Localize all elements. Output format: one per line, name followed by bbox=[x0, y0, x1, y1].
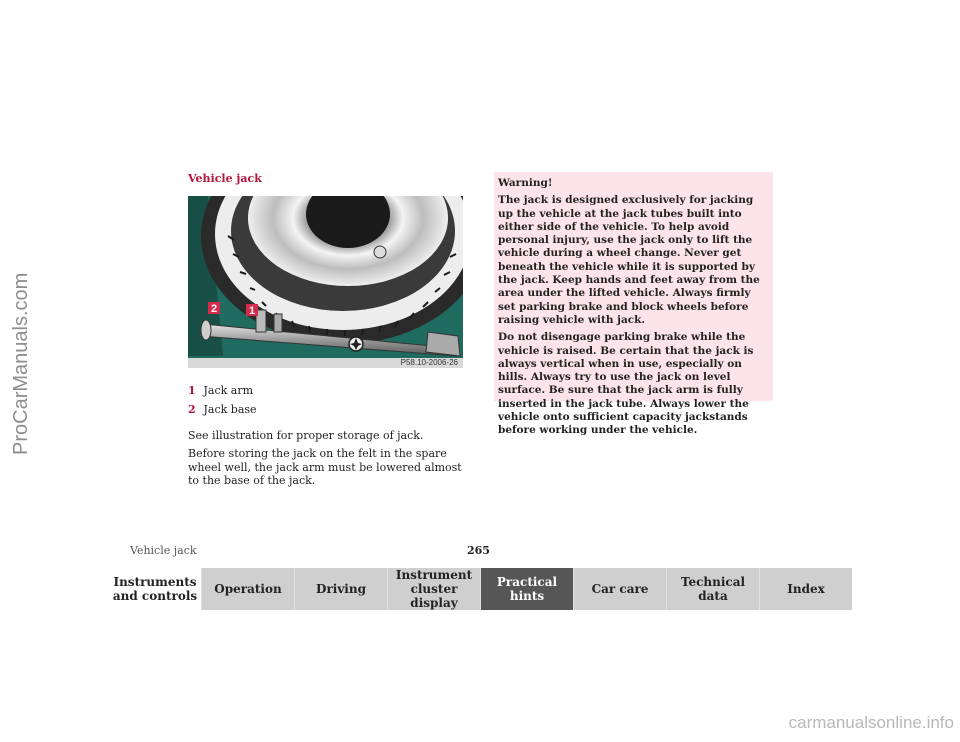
legend-text: Jack base bbox=[203, 403, 257, 416]
figure-legend bbox=[188, 381, 257, 419]
warning-paragraph: The jack is designed exclusively for jacking up the vehicle at the jack tubes built into either side of the vehicle. To help avoid personal injury, use the jack only to lift the vehicle during a wheel change. Never get beneath the vehicle while it is supported by the jack. Keep hands and feet away from the area under the lifted vehicle. Always firmly set parking brake and block wheels before raising vehicle with jack. bbox=[498, 194, 760, 326]
legend-text: Jack arm bbox=[203, 384, 254, 397]
side-watermark: ProCarManuals.com bbox=[10, 272, 32, 455]
bottom-watermark: carmanualsonline.info bbox=[788, 713, 954, 732]
body-paragraph: See illustration for proper storage of jack. bbox=[188, 429, 424, 442]
legend-number: 1 bbox=[188, 384, 196, 397]
callout-1: 1 bbox=[248, 305, 256, 317]
warning-paragraph: Do not disengage parking brake while the vehicle is raised. Be certain that the jack is always vertical when in use, especially on hills. Always try to use the jack on level surface. Be sure that the jack arm is fully inserted in the jack tube. Always lower the vehicle onto sufficient capacity jackstands before working under the vehicle. bbox=[498, 331, 754, 437]
chapter-nav bbox=[109, 568, 852, 610]
tab-technical-data[interactable]: Technical data bbox=[667, 568, 760, 610]
tab-index[interactable]: Index bbox=[760, 568, 852, 610]
page-number: 265 bbox=[467, 544, 490, 557]
legend-item bbox=[188, 400, 257, 419]
jack-illustration bbox=[188, 196, 463, 368]
footer-section-label: Vehicle jack bbox=[130, 544, 197, 557]
tab-car-care[interactable]: Car care bbox=[574, 568, 667, 610]
legend-number: 2 bbox=[188, 403, 196, 416]
tab-practical-hints[interactable]: Practical hints bbox=[481, 568, 574, 610]
figure-code: P58.10-2006-26 bbox=[400, 358, 458, 367]
tab-operation[interactable]: Operation bbox=[202, 568, 295, 610]
callout-2: 2 bbox=[210, 303, 218, 315]
legend-item bbox=[188, 381, 257, 400]
warning-box bbox=[494, 172, 773, 437]
section-title: Vehicle jack bbox=[188, 172, 262, 185]
body-paragraph: Before storing the jack on the felt in the spare wheel well, the jack arm must be lowered almost to the base of the jack. bbox=[188, 447, 462, 487]
tab-instrument-cluster-display[interactable]: Instrument cluster display bbox=[388, 568, 481, 610]
tab-driving[interactable]: Driving bbox=[295, 568, 388, 610]
warning-heading: Warning! bbox=[498, 177, 553, 189]
tab-instruments-and-controls[interactable]: Instruments and controls bbox=[109, 568, 202, 610]
